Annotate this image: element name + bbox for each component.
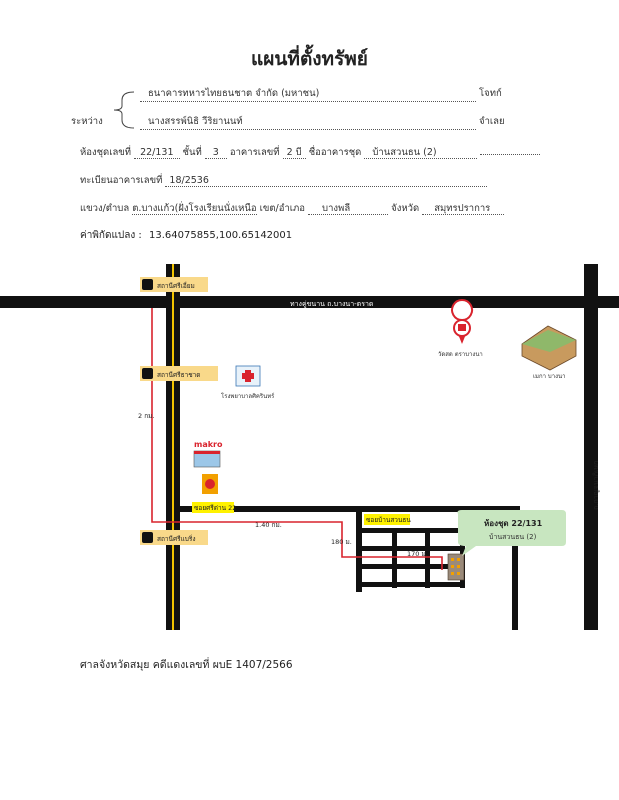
train-icon <box>142 279 153 290</box>
seven-eleven <box>202 474 218 494</box>
grid-road <box>356 512 362 592</box>
defendant-line <box>140 114 510 130</box>
mall <box>522 326 576 380</box>
svg-text:สถานีศรีแบริ่ง: สถานีศรีแบริ่ง <box>157 535 196 543</box>
right-road-label: ถ.กาญจนาภิเษก <box>592 460 600 510</box>
grid-road <box>425 528 430 588</box>
temple <box>438 300 483 358</box>
soi-sriaran-label: ซอยศรีด่าน 22 <box>194 504 237 512</box>
svg-text:สถานีศรีเอี่ยม: สถานีศรีเอี่ยม <box>157 282 195 290</box>
condo-building <box>448 554 464 580</box>
district: บางพลี <box>308 203 388 215</box>
coordinate-label: ค่าพิกัดแปลง : <box>80 230 142 241</box>
map-pin-icon <box>452 300 472 320</box>
station-top <box>140 277 208 292</box>
property-callout <box>458 510 567 556</box>
registry-line: ทะเบียนอาคารเลขที่ 18/2536 <box>80 173 487 188</box>
station-bottom <box>140 530 208 545</box>
distance-140: 1.40 กม. <box>255 521 282 529</box>
grid-road <box>362 528 462 533</box>
address-line: แขวง/ตำบล ต.บางแก้ว(ฝั่งโรงเรียนนั่งเหนือ เขต/อำเภอ บางพลี จังหวัด สมุทรปราการ <box>80 201 504 216</box>
mall-label: เมกา บางนา <box>533 373 566 380</box>
callout-subtitle: บ้านสวนธน (2) <box>489 533 537 541</box>
condo-building-icon <box>448 554 464 580</box>
room-line: ห้องชุดเลขที่ 22/131 ชั้นที่ 3 อาคารเลขที่ 2 บี ชื่ออาคารชุด บ้านสวนธน (2) <box>80 145 540 160</box>
plaintiff-role: โจทก์ <box>479 88 502 99</box>
distance-170: 170 ม. <box>407 550 428 558</box>
building-no: 2 บี <box>283 147 306 159</box>
subdistrict: ต.บางแก้ว(ฝั่งโรงเรียนนั่งเหนือ <box>132 203 257 214</box>
makro-store <box>194 440 223 467</box>
floor-no: 3 <box>205 147 227 159</box>
hospital <box>221 366 275 400</box>
temple-label: วัดสด ตราบางนา <box>438 351 483 358</box>
callout-title: ห้องชุด 22/131 <box>484 519 543 528</box>
coordinate-value: 13.64075855,100.65142001 <box>148 230 293 241</box>
train-icon <box>142 368 153 379</box>
location-map <box>0 260 619 630</box>
defendant-name: นางสรรพ์นิธิ วีริยานนท์ <box>148 116 243 127</box>
registry-no: 18/2536 <box>169 175 209 186</box>
coordinate-line <box>80 228 292 243</box>
expressway-center-line <box>172 264 174 630</box>
makro-logo: makro <box>194 440 223 449</box>
province: สมุทรปราการ <box>422 203 504 215</box>
bracket-icon <box>108 88 138 132</box>
between-label: ระหว่าง <box>71 116 103 127</box>
plaintiff-name: ธนาคารทหารไทยธนชาต จำกัด (มหาชน) <box>148 88 320 99</box>
defendant-role: จำเลย <box>479 116 505 127</box>
grid-road <box>362 564 462 569</box>
main-road-label: ทางคู่ขนาน ถ.บางนา-ตราด <box>290 300 374 308</box>
soi-baansuan-label: ซอยบ้านสวนธน <box>366 516 411 524</box>
court-note: ศาลจังหวัดสมุย คดีแดงเลขที่ ผบE 1407/2566 <box>80 659 293 671</box>
grid-road <box>362 582 462 587</box>
building-name: บ้านสวนธน (2) <box>364 147 476 159</box>
distance-2km: 2 กม. <box>138 412 155 420</box>
grid-road <box>392 528 397 588</box>
plaintiff-line <box>140 86 506 102</box>
station-mid <box>140 366 218 381</box>
page-title: แผนที่ตั้งทรัพย์ <box>251 48 368 70</box>
train-icon <box>142 532 153 543</box>
hospital-label: โรงพยาบาลศิครินทร์ <box>221 393 275 400</box>
right-road <box>584 264 598 630</box>
distance-180: 180 ม. <box>331 538 352 546</box>
room-no: 22/131 <box>134 147 179 159</box>
svg-text:สถานีศรีธาชาด: สถานีศรีธาชาด <box>157 371 201 379</box>
